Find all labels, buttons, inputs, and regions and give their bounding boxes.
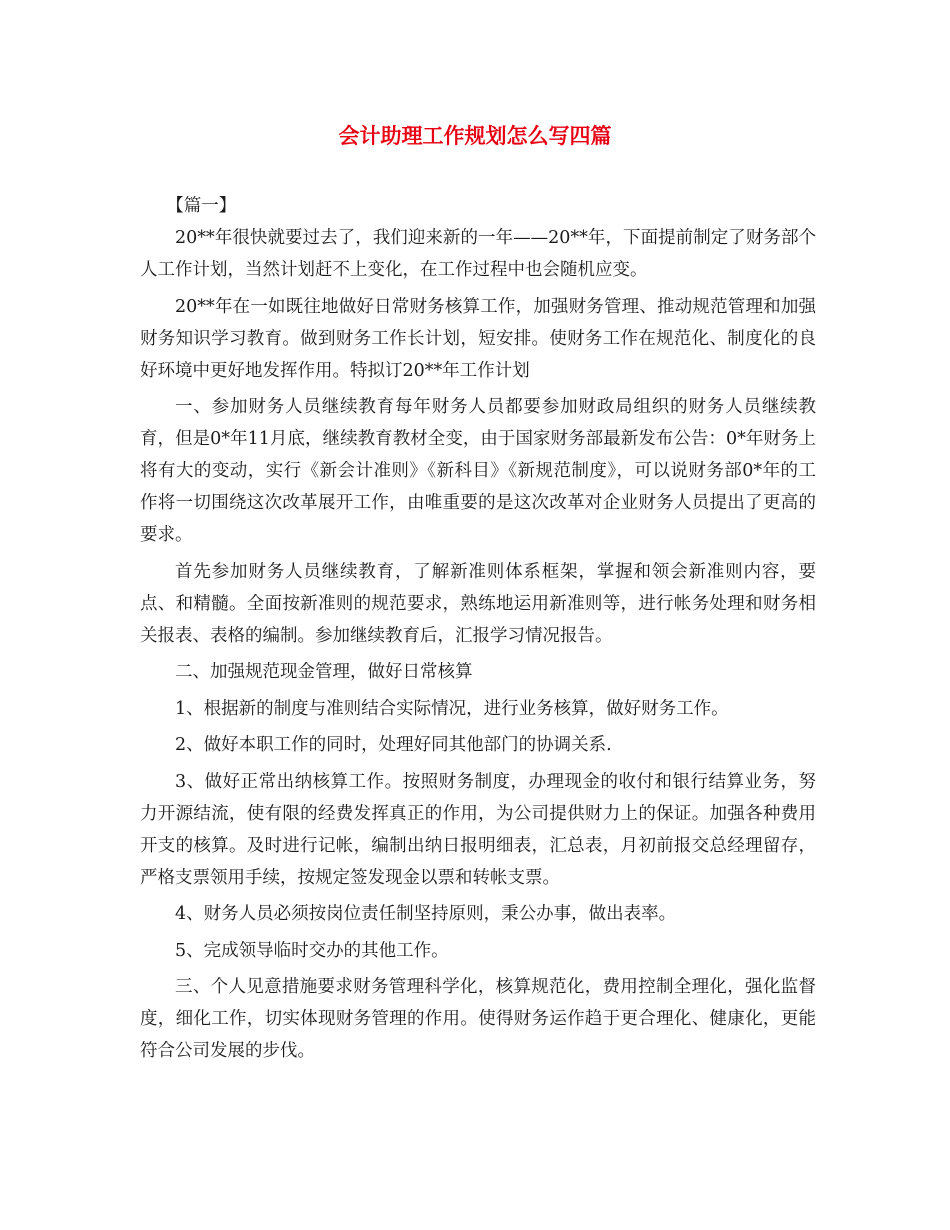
paragraph: 二、加强规范现金管理，做好日常核算 xyxy=(175,662,473,682)
paragraph: 20**年在一如既往地做好日常财务核算工作，加强财务管理、推动规范管理和加强财务知识学习教育。做到财务工作长计划，短安排。使财务工作在规范化、制度化的良好环境中更好地发挥作用。特拟订20**年工作计划 xyxy=(140,296,816,381)
paragraph: 三、个人见意措施要求财务管理科学化，核算规范化，费用控制全理化，强化监督度，细化工作，切实体现财务管理的作用。使得财务运作趋于更合理化、健康化，更能符合公司发展的步伐。 xyxy=(140,977,816,1061)
paragraph: 2、做好本职工作的同时，处理好同其他部门的协调关系. xyxy=(175,735,612,755)
paragraph: 5、完成领导临时交办的其他工作。 xyxy=(175,940,449,961)
paragraph: 首先参加财务人员继续教育，了解新准则体系框架，掌握和领会新准则内容，要点、和精髓。全面按新准则的规范要求，熟练地运用新准则等，进行帐务处理和财务相关报表、表格的编制。参加继续教育后，汇报学习情况报告。 xyxy=(140,561,816,646)
paragraph: 3、做好正常出纳核算工作。按照财务制度，办理现金的收付和银行结算业务，努力开源结流，使有限的经费发挥真正的作用，为公司提供财力上的保证。加强各种费用开支的核算。及时进行记帐，编制出纳日报明细表，汇总表，月初前报交总经理留存，严格支票领用手续，按规定签发现金以票和转帐支票。 xyxy=(140,771,816,888)
paragraph: 一、参加财务人员继续教育每年财务人员都要参加财政局组织的财务人员继续教育，但是0*年11月底，继续教育教材全变，由于国家财务部最新发布公告：0*年财务上将有大的变动，实行《新会计准则》《新科目》《新规范制度》，可以说财务部0*年的工作将一切围绕这次改革展开工作，由唯重要的是这次改革对企业财务人员提出了更高的要求。 xyxy=(140,397,816,545)
document-title: 会计助理工作规划怎么写四篇 xyxy=(338,123,612,148)
paragraph: 20**年很快就要过去了，我们迎来新的一年——20**年，下面提前制定了财务部个人工作计划，当然计划赶不上变化，在工作过程中也会随机应变。 xyxy=(140,228,816,280)
paragraph: 1、根据新的制度与准则结合实际情况，进行业务核算，做好财务工作。 xyxy=(175,698,729,719)
paragraph: 4、财务人员必须按岗位责任制坚持原则，秉公办事，做出表率。 xyxy=(175,904,677,924)
section-label: 【篇一】 xyxy=(166,196,237,216)
document-body xyxy=(140,190,816,1067)
